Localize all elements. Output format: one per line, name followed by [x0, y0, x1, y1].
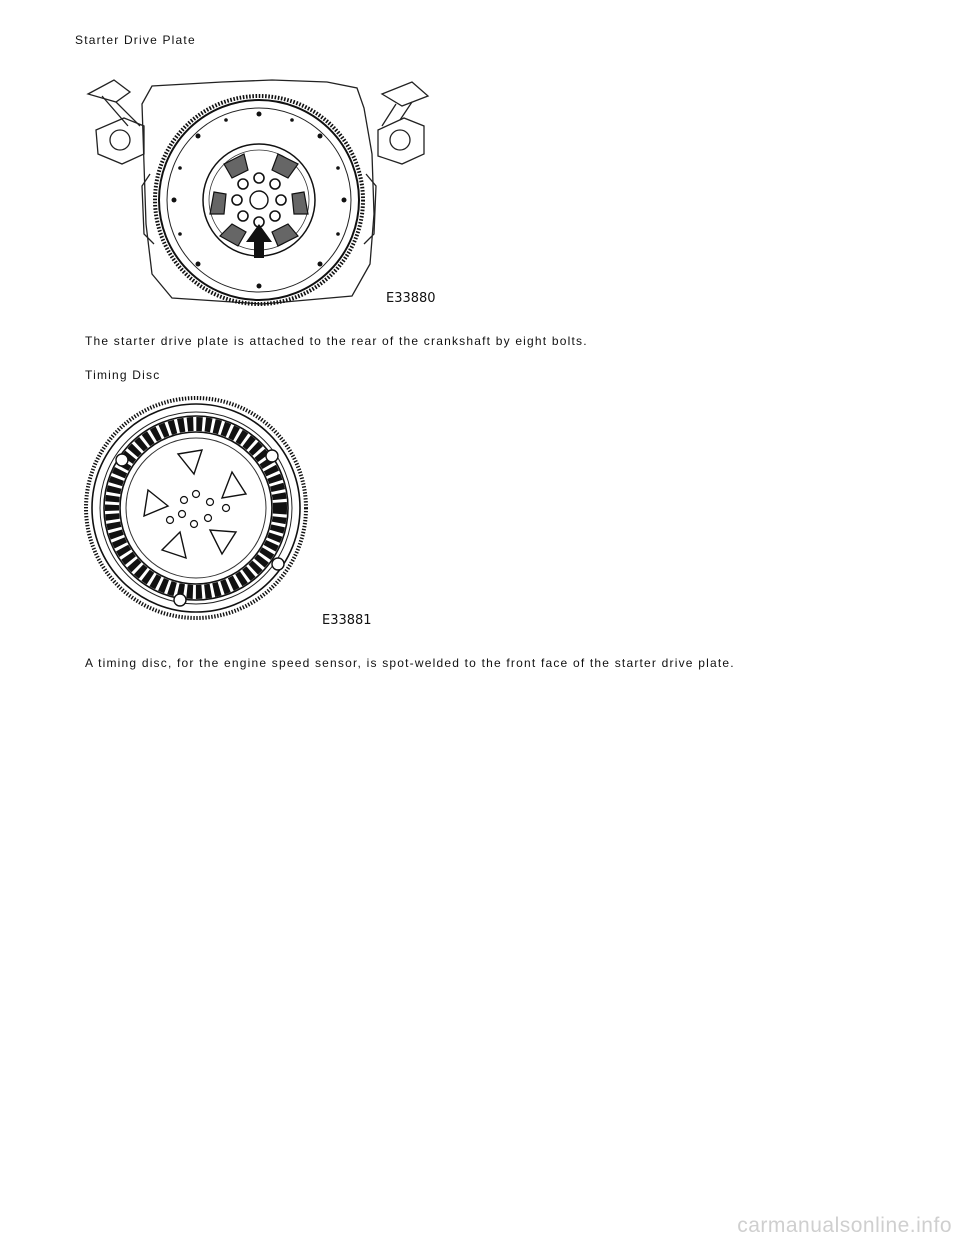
figure-label-e33881: E33881 [322, 613, 372, 628]
watermark: carmanualsonline.info [737, 1214, 952, 1237]
starter-drive-plate-illustration [82, 74, 452, 308]
section-heading-starter-drive-plate: Starter Drive Plate [75, 33, 196, 47]
starter-drive-plate-description: The starter drive plate is attached to the rear of the crankshaft by eight bolts. [85, 334, 588, 348]
section-heading-timing-disc: Timing Disc [85, 368, 161, 382]
figure-label-e33880: E33880 [386, 291, 436, 306]
timing-disc-description: A timing disc, for the engine speed sensor, is spot-welded to the front face of the starter drive plate. [85, 656, 735, 670]
timing-disc-illustration [82, 394, 382, 630]
